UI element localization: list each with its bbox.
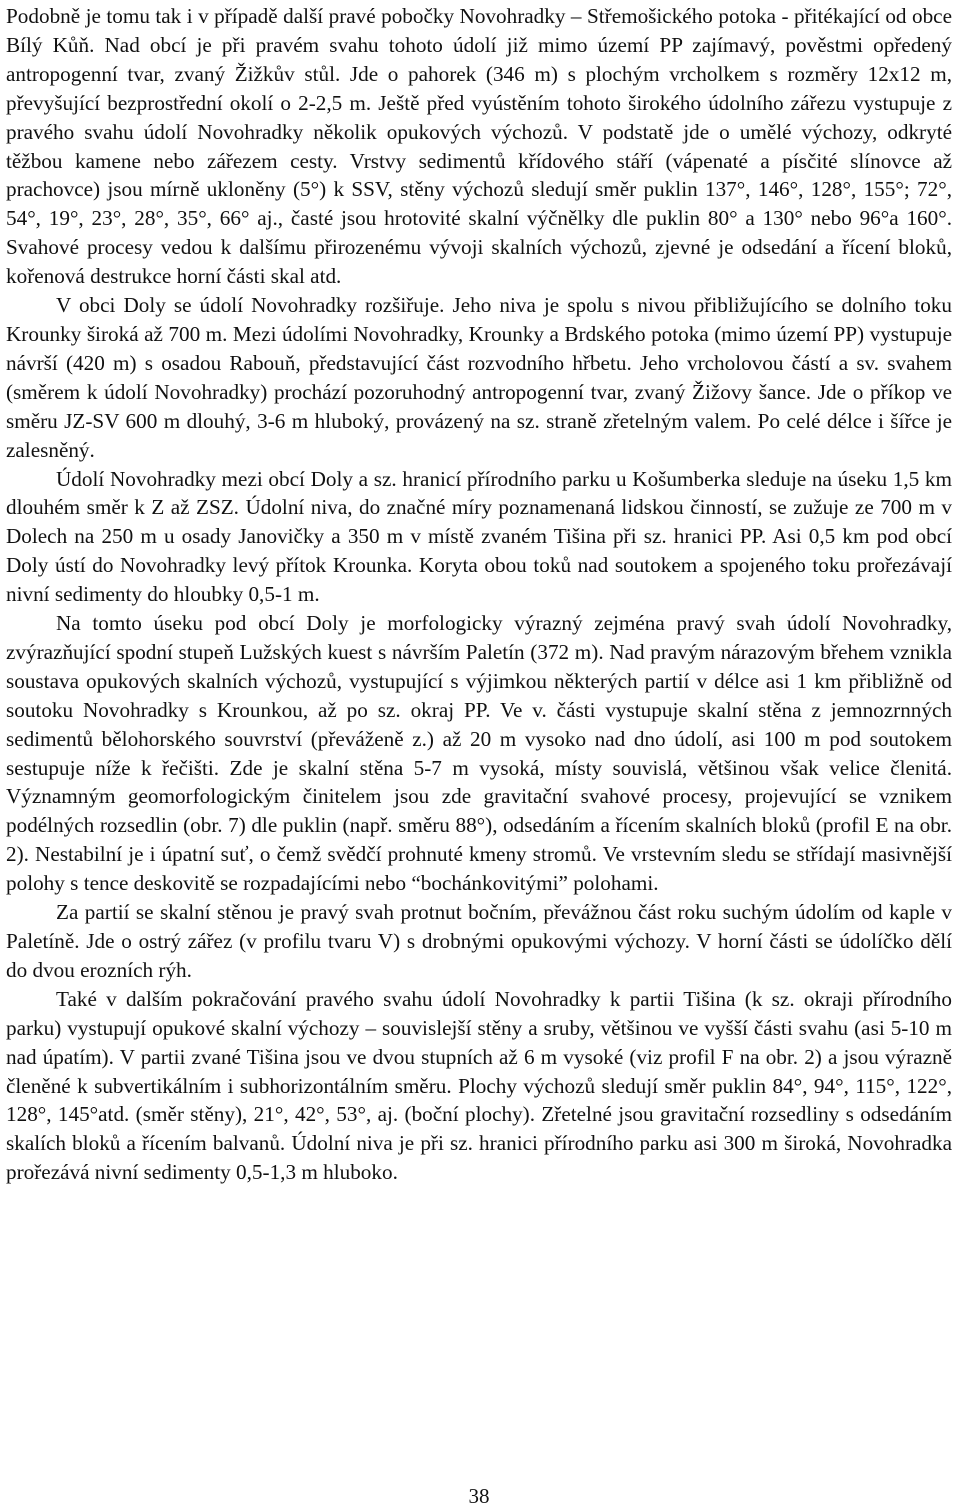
paragraph-2: V obci Doly se údolí Novohradky rozšiřuje. Jeho niva je spolu s nivou přibližujícího se dolního toku Krounky široká až 700 m. Mezi údolími Novohradky, Krounky a Brdského potoka (mimo území PP) vystupuje návrší (420 m) s osadou Rabouň, představující část rozvodního hřbetu. Jeho vrcholovou částí a sv. svahem (směrem k údolí Novohradky) prochází pozoruhodný antropogenní tvar, zvaný Žižovy šance. Jde o příkop ve směru JZ-SV 600 m dlouhý, 3-6 m hluboký, provázený na sz. straně zřetelným valem. Po celé délce i šířce je zalesněný. (6, 293, 952, 462)
document-page (6, 0, 952, 1512)
paragraph-5: Za partií se skalní stěnou je pravý svah protnut bočním, převážnou část roku suchým údolím od kaple v Paletíně. Jde o ostrý zářez (v profilu tvaru V) s drobnými opukovými výchozy. V horní části se údolíčko dělí do dvou erozních rýh. (6, 900, 952, 982)
paragraph-3: Údolí Novohradky mezi obcí Doly a sz. hranicí přírodního parku u Košumberka sleduje na úseku 1,5 km dlouhém směr k Z až ZSZ. Údolní niva, do značné míry poznamenaná lidskou činností, se zužuje ze 700 m v Dolech na 250 m u osady Janovičky a 350 m v místě zvaném Tišina při sz. hranici PP. Asi 0,5 km pod obcí Doly ústí do Novohradky levý přítok Krounka. Koryta obou toků nad soutokem a spojeného toku prořezávají nivní sedimenty do hloubky 0,5-1 m. (6, 466, 952, 607)
paragraph-4: Na tomto úseku pod obcí Doly je morfologicky výrazný zejména pravý svah údolí Novohradky, zvýrazňující spodní stupeň Lužských kuest s návrším Paletín (372 m). Nad pravým nárazovým břehem vznikla soustava opukových skalních výchozů, vystupující s výjimkou některých partií v délce asi 1 km přibližně od soutoku Novohradky s Krounkou, až po sz. okraj PP. Ve v. části vystupuje skalní stěna z jemnozrnných sedimentů bělohorského souvrství (převáženě z.) až 20 m vysoko nad dno údolí, asi 100 m pod soutokem sestupuje níže k řečišti. Zde je skalní stěna 5-7 m vysoká, místy souvislá, většinou však velice členitá. Významným geomorfologickým činitelem jsou zde gravitační svahové procesy, projevující se vznikem podélných rozsedlin (obr. 7) dle puklin (např. směru 88°), odsedáním a řícením skalních bloků (profil E na obr. 2). Nestabilní je i úpatní suť, o čemž svědčí prohnuté kmeny stromů. Ve vrstevním sledu se střídají masivnější polohy s tence deskovitě se rozpadajícími nebo “bochánkovitými” polohami. (6, 611, 952, 896)
paragraph-1: Podobně je tomu tak i v případě další pravé pobočky Novohradky – Střemošického potoka - přitékající od obce Bílý Kůň. Nad obcí je při pravém svahu tohoto údolí již mimo území PP zajímavý, pověstmi opředený antropogenní tvar, zvaný Žižkův stůl. Jde o pahorek (346 m) s plochým vrcholkem s rozměry 12x12 m, převyšující bezprostřední okolí o 2-2,5 m. Ještě před vyústěním tohoto širokého údolního zářezu vystupuje z pravého svahu údolí Novohradky několik opukových výchozů. V podstatě jde o umělé výchozy, odkryté těžbou kamene nebo zářezem cesty. Vrstvy sedimentů křídového stáří (vápenaté a písčité slínovce až prachovce) jsou mírně ukloněny (5°) k SSV, stěny výchozů sledují směr puklin 137°, 146°, 128°, 155°; 72°, 54°, 19°, 23°, 28°, 35°, 66° aj., časté jsou hrotovité skalní výčnělky dle puklin 80° a 130° nebo 96°a 160°. Svahové procesy vedou k dalšímu přirozenému vývoji skalních výchozů, zjevné je odsedání a řícení bloků, kořenová destrukce horní části skal atd. (6, 4, 952, 289)
paragraph-6: Také v dalším pokračování pravého svahu údolí Novohradky k partii Tišina (k sz. okraji přírodního parku) vystupují opukové skalní výchozy – souvislejší stěny a sruby, většinou ve vyšší části svahu (asi 5-10 m nad úpatím). V partii zvané Tišina jsou ve dvou stupních až 6 m vysoké (viz profil F na obr. 2) a jsou výrazně členěné k subvertikálním i subhorizontálním směru. Plochy výchozů sledují směr puklin 84°, 94°, 115°, 122°, 128°, 145°atd. (směr stěny), 21°, 42°, 53°, aj. (boční plochy). Zřetelné jsou gravitační rozsedliny s odsedáním skalích bloků a řícením balvanů. Údolní niva je při sz. hranici přírodního parku asi 300 m široká, Novohradka prořezává nivní sedimenty 0,5-1,3 m hluboko. (6, 986, 952, 1185)
body-text (6, 0, 952, 1187)
page-number: 38 (468, 1484, 490, 1508)
